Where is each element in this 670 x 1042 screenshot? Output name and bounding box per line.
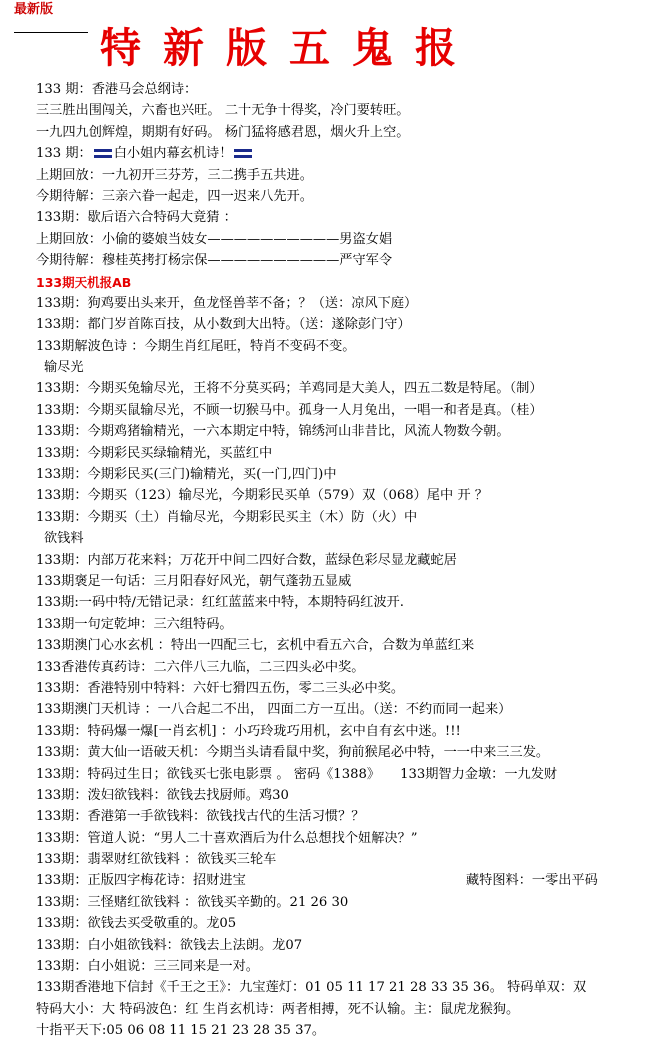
text-line xyxy=(36,764,666,785)
flag-icon xyxy=(234,149,252,158)
line-text-right: 藏特图料：一零出平码 xyxy=(466,873,598,889)
text-line: 133期：今期彩民买绿输精光，买蓝红中 xyxy=(36,445,273,461)
content-body xyxy=(36,79,666,1042)
text-line: 133期：香港特别中特料：六奸七猾四五伤，零二三头必中奖。 xyxy=(36,680,405,696)
text-line: 133期：今期买（123）输尽光，今期彩民买单（579）双（068）尾中 开 ？ xyxy=(36,488,488,504)
text-line: 今期待解：三亲六眷一起走，四一迟来八先开。 xyxy=(36,188,313,204)
top-left-header xyxy=(14,2,88,33)
text-line: 133期澳门天机诗 ：一八合起二不出， 四面二方一互出。（送：不约而同一起来） xyxy=(36,702,512,718)
text-line xyxy=(36,870,666,891)
text-line: 133香港传真药诗：二六伴八三九临，二三四头必中奖。 xyxy=(36,659,365,675)
line-text-right: 133期智力金墩：一九发财 xyxy=(400,766,558,782)
line-text: 白小姐内幕玄机诗！ xyxy=(113,146,233,162)
text-line: 133期：今期鸡猪输精光，一六本期定中特，锦绣河山非昔比，风流人物数今朝。 xyxy=(36,424,510,440)
text-line: 133期澳门心水玄机 ：特出一四配三七，玄机中看五六合，合数为单蓝红来 xyxy=(36,638,475,654)
text-line: 133期：三怪赌红欲钱料 ：欲钱买辛勤的。21 26 30 xyxy=(36,894,349,910)
text-line: 133期：白小姐欲钱料：欲钱去上法朗。龙07 xyxy=(36,937,303,953)
text-line: 133期：今期买鼠输尽光，不顾一切猴马中。孤身一人月兔出，一唱一和者是真。（桂） xyxy=(36,402,543,418)
text-line: 133期：今期买（土）肖输尽光，今期彩民买主（木）防（火）中 xyxy=(36,509,418,525)
line-prefix: 133 期： xyxy=(36,146,92,162)
text-line: 133期香港地下信封《千王之王》：九宝莲灯：01 05 11 17 21 28 33 35 36。 特码单双：双 xyxy=(36,980,587,996)
text-line: 133期：歇后语六合特码大竟猜 ： xyxy=(36,210,237,226)
text-line: 133期：翡翠财红欲钱料 ：欲钱买三轮车 xyxy=(36,852,277,868)
text-line: 133期一句定乾坤：三六组特码。 xyxy=(36,616,233,632)
text-line: 133期解波色诗 ：今期生肖红尾旺，特肖不变码不变。 xyxy=(36,338,356,354)
text-line: 133期：欲钱去买受敬重的。龙05 xyxy=(36,916,237,932)
line-text: 133期：特码过生日；欲钱买七张电影票 。 密码《1388》 xyxy=(36,766,381,782)
text-line: 133期：香港第一手欲钱料：欲钱找古代的生活习惯？？ xyxy=(36,809,365,825)
text-line: 十指平天下:05 06 08 11 15 21 23 28 35 37。 xyxy=(36,1023,326,1039)
text-line: 133期：白小姐说：三三同来是一对。 xyxy=(36,959,259,975)
text-line: 133期：管道人说：“男人二十喜欢酒后为什么总想找个妞解决？” xyxy=(36,830,418,846)
text-line: 133期褒足一句话：三月阳春好风光，朝气蓬勃五显威 xyxy=(36,573,352,589)
section-label: 输尽光 xyxy=(44,360,84,376)
text-line: 133 期：香港马会总纲诗： xyxy=(36,82,198,97)
text-line: 133期：泼妇欲钱料：欲钱去找厨师。鸡30 xyxy=(36,787,289,803)
text-line: 133期：今期彩民买(三门)输精光，买(一门,四门)中 xyxy=(36,467,337,483)
line-text: 133期：正版四字梅花诗：招财进宝 xyxy=(36,873,246,889)
text-line: 今期待解：穆桂英拷打杨宗保——————————严守军令 xyxy=(36,253,393,269)
text-line: 133期：今期买兔输尽光，王将不分莫买码；羊鸡同是大美人，四五二数是特尾。（制） xyxy=(36,381,543,397)
header-divider xyxy=(14,32,88,33)
section-heading: 133期天机报AB xyxy=(36,274,132,290)
text-line: 一九四九创辉煌，期期有好码。 杨门猛将感君恩，烟火升上空。 xyxy=(36,124,410,140)
flag-icon xyxy=(94,149,112,158)
text-line: 133期：狗鸡要出头来开，鱼龙怪兽莘不备；？（送：凉风下庭） xyxy=(36,295,418,311)
text-line: 上期回放：小偷的婆娘当妓女——————————男盗女娼 xyxy=(36,231,393,247)
text-line xyxy=(36,143,666,164)
page-title: 特新版五鬼报 xyxy=(100,24,478,72)
text-line: 133期：内部万花来料；万花开中间二四好合数，蓝绿色彩尽显龙藏蛇居 xyxy=(36,552,457,568)
text-line: 上期回放：一九初开三芬芳，三二携手五共进。 xyxy=(36,167,313,183)
text-line: 特码大小：大 特码波色：红 生肖玄机诗：两者相搏，死不认输。主：鼠虎龙猴狗。 xyxy=(36,1001,520,1017)
edition-badge: 最新版 xyxy=(14,2,54,17)
text-line: 133期：都门岁首陈百技，从小数到大出特。（送：遂除彭门守） xyxy=(36,317,411,333)
text-line: 133期：黄大仙一语破天机：今期当头请看鼠中奖，狗前猴尾必中特，一一中来三三发。 xyxy=(36,745,550,761)
text-line: 133期:一码中特/无错记录：红红蓝蓝来中特，本期特码红波开. xyxy=(36,595,404,611)
text-line: 三三胜出围闯关，六畜也兴旺。 二十无争十得奖，冷门要转旺。 xyxy=(36,103,410,119)
text-line: 133期：特码爆一爆[一肖玄机] ：小巧玲珑巧用机，玄中自有玄中迷。!!! xyxy=(36,723,461,739)
section-label: 欲钱料 xyxy=(44,531,84,547)
